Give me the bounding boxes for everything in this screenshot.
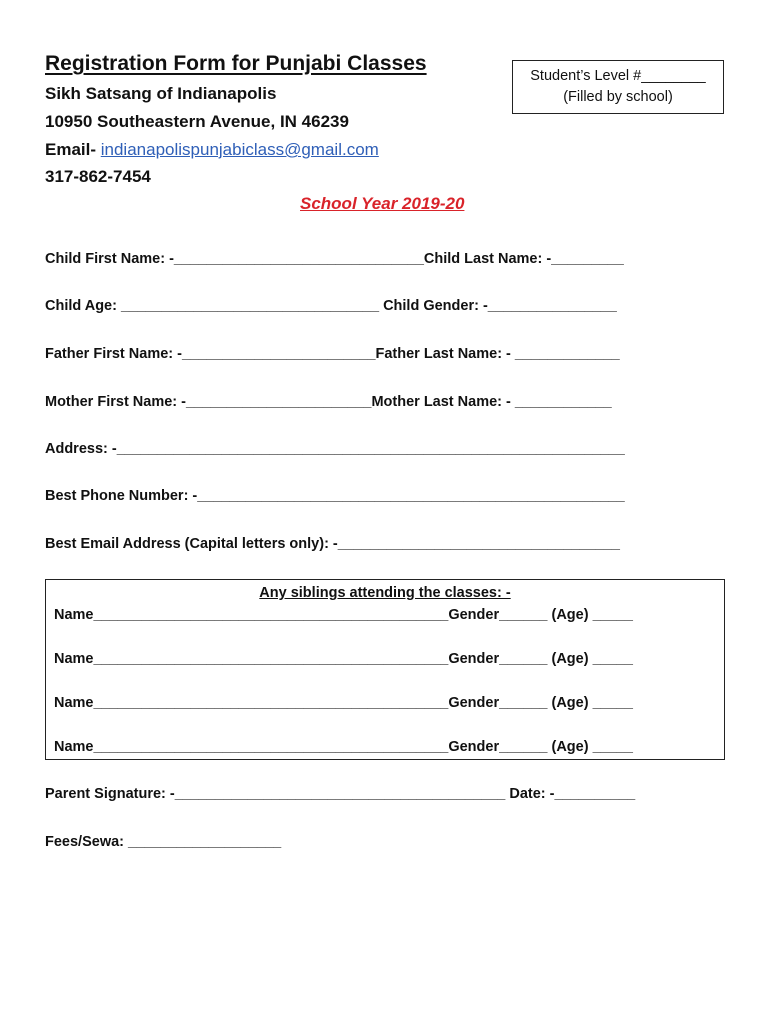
school-year: School Year 2019-20 (300, 194, 465, 213)
form-title: Registration Form for Punjabi Classes (45, 52, 427, 75)
father-name-field[interactable]: Father First Name: -________________________Father Last Name: - _____________ (45, 346, 620, 362)
phone-field[interactable]: Best Phone Number: -_____________________________________________________ (45, 488, 625, 504)
signature-date-field[interactable]: Parent Signature: -_________________________________________ Date: -__________ (45, 786, 636, 802)
phone-number: 317-862-7454 (45, 167, 151, 186)
fees-field[interactable]: Fees/Sewa: ___________________ (45, 834, 282, 850)
email-field[interactable]: Best Email Address (Capital letters only): -___________________________________ (45, 536, 621, 552)
child-age-gender-field[interactable]: Child Age: ________________________________ Child Gender: -________________ (45, 298, 617, 314)
address-field[interactable]: Address: -_______________________________________________________________ (45, 441, 625, 457)
student-level-box (512, 60, 724, 114)
sibling-row[interactable]: Name____________________________________________Gender______ (Age) _____ (54, 651, 633, 667)
sibling-row[interactable]: Name____________________________________________Gender______ (Age) _____ (54, 739, 633, 755)
email-link[interactable]: indianapolispunjabiclass@gmail.com (100, 140, 379, 159)
child-name-field[interactable]: Child First Name: -_______________________________Child Last Name: -_________ (45, 251, 624, 267)
organization-name: Sikh Satsang of Indianapolis (45, 84, 277, 103)
student-level-note: (Filled by school) (563, 89, 673, 105)
sibling-row[interactable]: Name____________________________________________Gender______ (Age) _____ (54, 695, 633, 711)
sibling-row[interactable]: Name____________________________________________Gender______ (Age) _____ (54, 607, 633, 623)
mother-name-field[interactable]: Mother First Name: -_______________________Mother Last Name: - ____________ (45, 394, 612, 410)
email-line (45, 140, 379, 160)
siblings-heading: Any siblings attending the classes: - (259, 585, 511, 601)
organization-address: 10950 Southeastern Avenue, IN 46239 (45, 112, 349, 131)
siblings-section (45, 579, 725, 760)
student-level-label: Student’s Level #________ (530, 68, 706, 84)
email-label: Email- (45, 140, 101, 159)
